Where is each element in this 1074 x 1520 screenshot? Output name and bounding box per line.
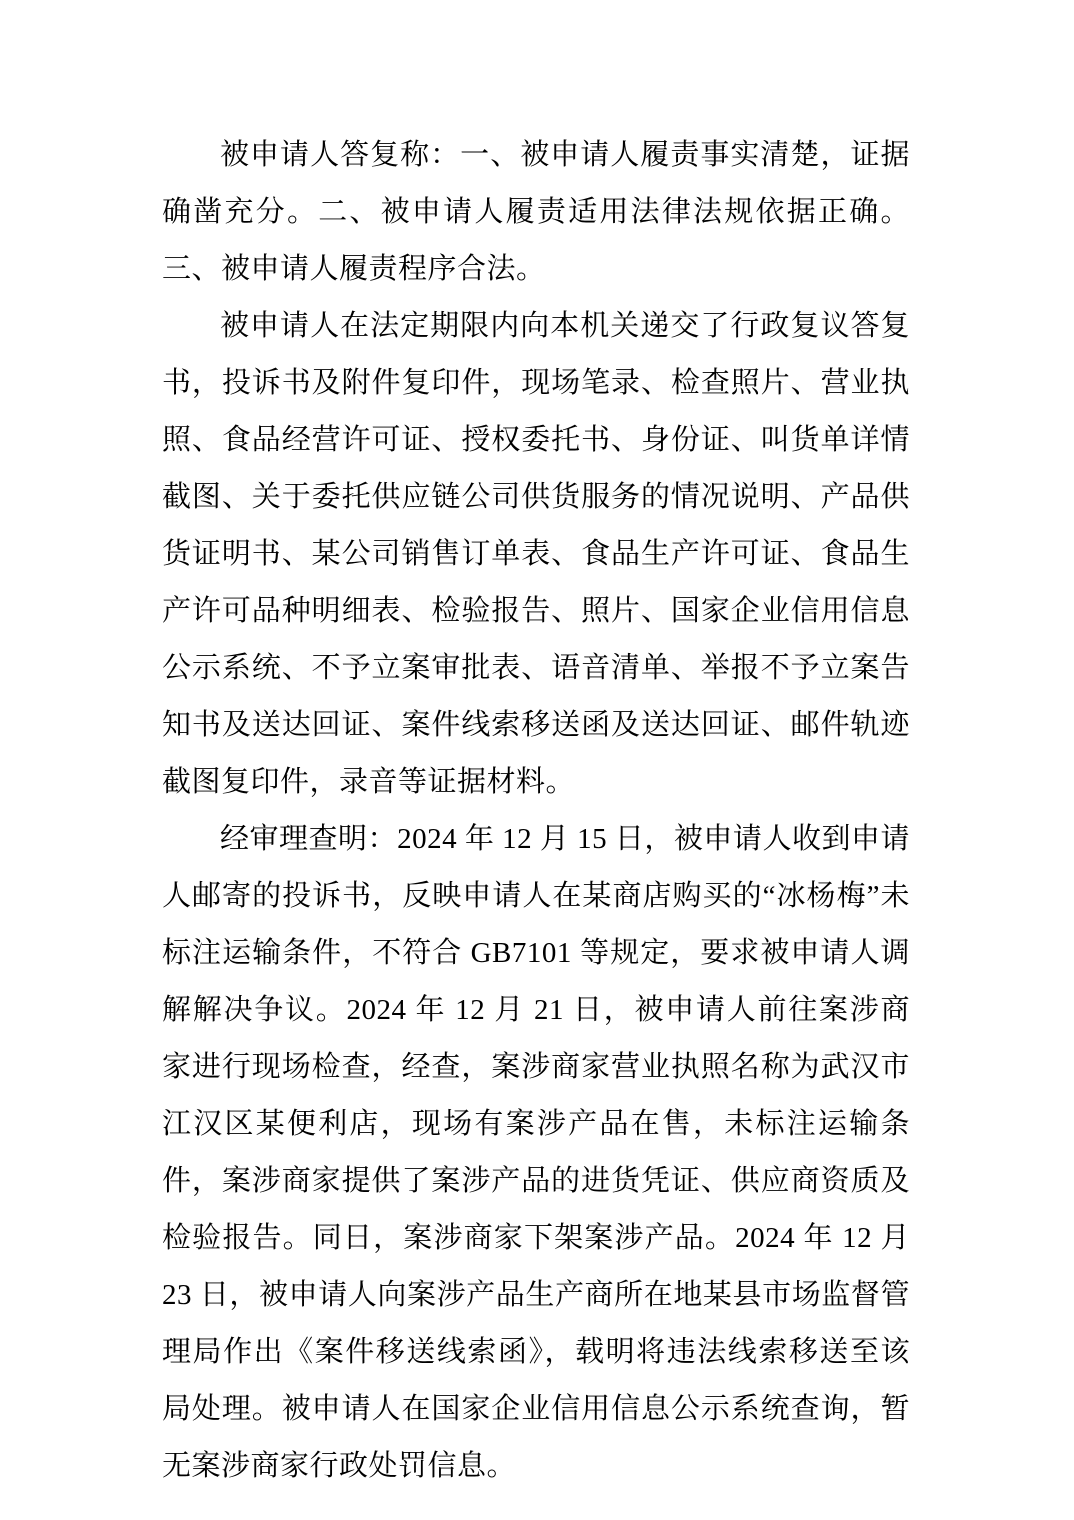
paragraph-findings: 经审理查明：2024 年 12 月 15 日，被申请人收到申请人邮寄的投诉书，反映申请人在某商店购买的“冰杨梅”未标注运输条件，不符合 GB7101 等规定，要求被申请人调解解决争议。2024 年 12 月 21 日，被申请人前往案涉商家进行现场检查，经查，案涉商家营业执照名称为武汉市江汉区某便利店，现场有案涉产品在售，未标注运输条件，案涉商家提供了案涉产品的进货凭证、供应商资质及检验报告。同日，案涉商家下架案涉产品。2024 年 12 月 23 日，被申请人向案涉产品生产商所在地某县市场监督管理局作出《案件移送线索函》，载明将违法线索移送至该局处理。被申请人在国家企业信用信息公示系统查询，暂无案涉商家行政处罚信息。 — [162, 823, 910, 1482]
document-text-block — [162, 127, 910, 1495]
paragraph-reply-statement: 被申请人答复称：一、被申请人履责事实清楚，证据确凿充分。二、被申请人履责适用法律法规依据正确。三、被申请人履责程序合法。 — [162, 139, 910, 285]
paragraph-evidence-list: 被申请人在法定期限内向本机关递交了行政复议答复书，投诉书及附件复印件，现场笔录、检查照片、营业执照、食品经营许可证、授权委托书、身份证、叫货单详情截图、关于委托供应链公司供货服务的情况说明、产品供货证明书、某公司销售订单表、食品生产许可证、食品生产许可品种明细表、检验报告、照片、国家企业信用信息公示系统、不予立案审批表、语音清单、举报不予立案告知书及送达回证、案件线索移送函及送达回证、邮件轨迹截图复印件，录音等证据材料。 — [162, 310, 910, 798]
